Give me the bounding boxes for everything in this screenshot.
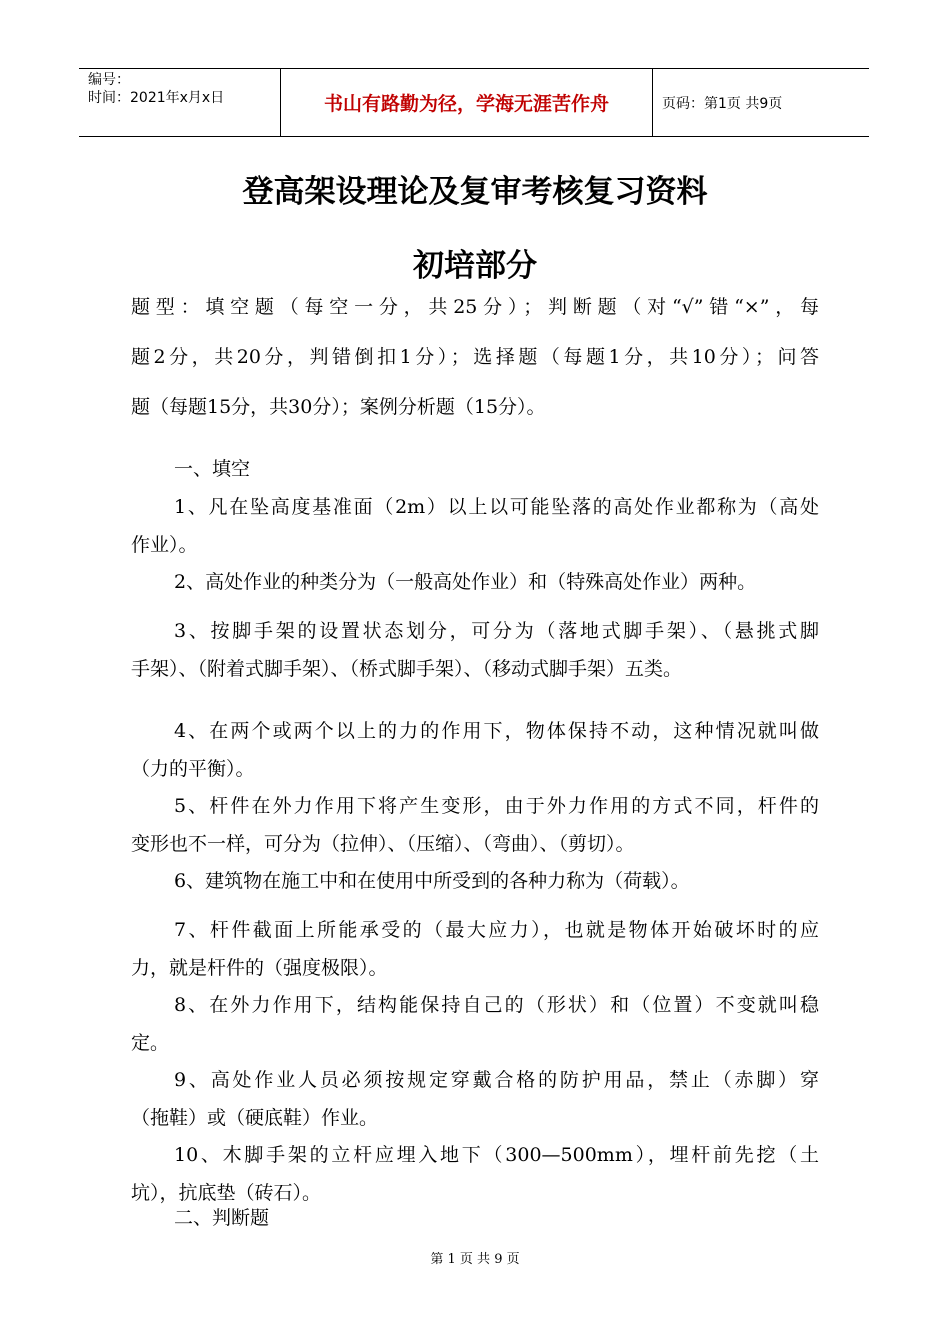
motto-text: 书山有路勤为径，学海无涯苦作舟 — [323, 93, 609, 115]
header-page-cell — [653, 69, 869, 136]
paragraph-line: 题型：填空题（每空一分，共25分）；判断题（对“√”错“×”，每 — [131, 296, 819, 318]
paragraph-line: （拖鞋）或（硬底鞋）作业。 — [131, 1107, 379, 1129]
paragraph-line: 坑），抗底垫（砖石）。 — [131, 1182, 322, 1204]
paragraph-line: 力，就是杆件的（强度极限）。 — [131, 957, 388, 979]
paragraph-line: 手架）、（附着式脚手架）、（桥式脚手架）、（移动式脚手架）五类。 — [131, 658, 683, 680]
paragraph-line: （力的平衡）。 — [131, 758, 255, 780]
paragraph-line: 1、凡在坠高度基准面（2m）以上以可能坠落的高处作业都称为（高处 — [174, 496, 819, 518]
paragraph-line: 题（每题15分，共30分）；案例分析题（15分）。 — [131, 396, 546, 418]
document-title: 登高架设理论及复审考核复习资料 — [242, 174, 708, 210]
number-label: 编号： — [88, 72, 130, 88]
header-info-cell — [79, 69, 281, 136]
paragraph-line: 9、高处作业人员必须按规定穿戴合格的防护用品，禁止（赤脚）穿 — [174, 1069, 819, 1091]
paragraph-line: 6、建筑物在施工中和在使用中所受到的各种力称为（荷载）。 — [174, 870, 690, 892]
paragraph-line: 2、高处作业的种类分为（一般高处作业）和（特殊高处作业）两种。 — [174, 571, 757, 593]
paragraph-line: 作业）。 — [131, 534, 198, 556]
paragraph-line: 8、在外力作用下，结构能保持自己的（形状）和（位置）不变就叫稳 — [174, 994, 819, 1016]
page-header — [79, 68, 869, 137]
section-heading: 一、填空 — [174, 458, 251, 480]
paragraph-line: 变形也不一样，可分为（拉伸）、（压缩）、（弯曲）、（剪切）。 — [131, 833, 635, 855]
header-motto-cell — [281, 69, 653, 136]
paragraph-line: 3、按脚手架的设置状态划分，可分为（落地式脚手架）、（悬挑式脚 — [174, 620, 819, 642]
page-footer: 第 1 页 共 9 页 — [430, 1252, 520, 1267]
paragraph-line: 5、杆件在外力作用下将产生变形，由于外力作用的方式不同，杆件的 — [174, 795, 819, 817]
document-subtitle: 初培部分 — [413, 248, 537, 284]
page-label: 页码：第1页 共9页 — [662, 95, 783, 112]
paragraph-line: 4、在两个或两个以上的力的作用下，物体保持不动，这种情况就叫做 — [174, 720, 819, 742]
time-label: 时间：2021年x月x日 — [88, 90, 225, 106]
paragraph-line: 10、木脚手架的立杆应埋入地下（300—500mm），埋杆前先挖（土 — [174, 1144, 819, 1166]
section-heading: 二、判断题 — [174, 1207, 270, 1229]
paragraph-line: 定。 — [131, 1032, 170, 1054]
paragraph-line: 7、杆件截面上所能承受的（最大应力），也就是物体开始破坏时的应 — [174, 919, 819, 941]
paragraph-line: 题2分，共20分，判错倒扣1分）；选择题（每题1分，共10分）；问答 — [131, 346, 819, 368]
